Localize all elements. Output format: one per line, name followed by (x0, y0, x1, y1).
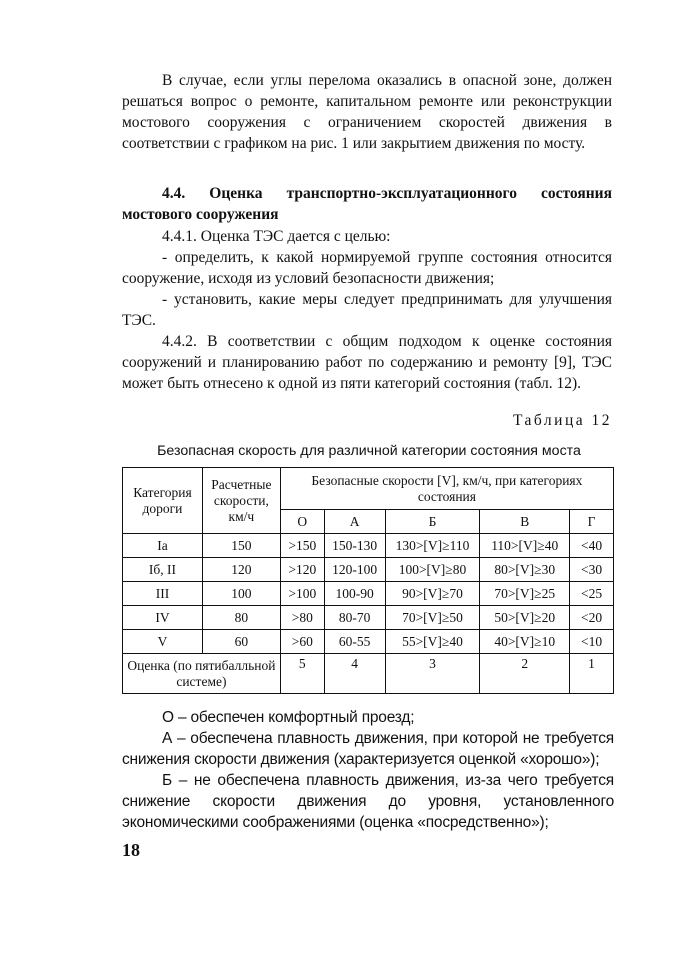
note-category-a: А – обеспечена плавность движения, при которой не требуется снижения скорости движения (характеризуется оценкой «хорошо»); (122, 730, 614, 768)
score-cell: 2 (480, 654, 570, 694)
table-row (123, 606, 614, 630)
state-category-g: Г (570, 510, 614, 534)
state-category-a: А (324, 510, 385, 534)
header-road-category: Категория дороги (123, 468, 203, 534)
score-cell: 5 (280, 654, 324, 694)
table-score-row (123, 654, 614, 694)
page-number: 18 (122, 840, 140, 860)
paragraph-4-4-1: 4.4.1. Оценка ТЭС дается с целью: (162, 228, 391, 245)
purpose-block (122, 226, 612, 394)
speed-cell: 60-55 (324, 630, 385, 654)
design-speed-cell: 100 (202, 582, 280, 606)
speed-cell: >80 (280, 606, 324, 630)
speed-cell: <10 (570, 630, 614, 654)
speed-cell: <30 (570, 558, 614, 582)
design-speed-cell: 60 (202, 630, 280, 654)
design-speed-cell: 150 (202, 534, 280, 558)
speed-cell: 110>[V]≥40 (480, 534, 570, 558)
speed-cell: >150 (280, 534, 324, 558)
table-row (123, 534, 614, 558)
header-design-speed: Расчетные скорости, км/ч (202, 468, 280, 534)
score-cell: 4 (324, 654, 385, 694)
road-category-cell: III (123, 582, 203, 606)
note-category-o: О – обеспечен комфортный проезд; (162, 709, 415, 726)
speed-cell: 120-100 (324, 558, 385, 582)
speed-cell: 80>[V]≥30 (480, 558, 570, 582)
table-title: Безопасная скорость для различной категории состояния моста (157, 443, 581, 459)
table-row (123, 582, 614, 606)
section-heading-block (122, 183, 612, 225)
safe-speed-table (122, 467, 614, 694)
section-heading: 4.4. Оценка транспортно-эксплуатационного состояния мостового сооружения (122, 185, 612, 223)
road-category-cell: Iа (123, 534, 203, 558)
speed-cell: 150-130 (324, 534, 385, 558)
state-category-v: В (480, 510, 570, 534)
speed-cell: <25 (570, 582, 614, 606)
score-cell: 1 (570, 654, 614, 694)
road-category-cell: IV (123, 606, 203, 630)
intro-paragraph-block (122, 70, 612, 154)
table-row (123, 630, 614, 654)
speed-cell: 130>[V]≥110 (385, 534, 480, 558)
speed-cell: 100>[V]≥80 (385, 558, 480, 582)
note-category-b: Б – не обеспечена плавность движения, из-за чего требуется снижение скорости движения до уровня, установленного экономическими соображениями (оценка «посредственно»); (122, 772, 614, 831)
speed-cell: 50>[V]≥20 (480, 606, 570, 630)
speed-cell: <20 (570, 606, 614, 630)
paragraph-4-4-2: 4.4.2. В соответствии с общим подходом к оценке состояния сооружений и планированию работ по содержанию и ремонту [9], ТЭС может быть отнесено к одной из пяти категорий состояния (табл. 12). (122, 333, 612, 392)
header-safe-speeds: Безопасные скорости [V], км/ч, при категориях состояния (280, 468, 613, 510)
speed-cell: 100-90 (324, 582, 385, 606)
state-category-b: Б (385, 510, 480, 534)
bullet-determine-group: - определить, к какой нормируемой группе состояния относится сооружение, исходя из условий безопасности движения; (122, 249, 612, 287)
table-label: Таблица 12 (512, 412, 612, 429)
state-category-o: О (280, 510, 324, 534)
table-row (123, 558, 614, 582)
speed-cell: 40>[V]≥10 (480, 630, 570, 654)
speed-cell: 70>[V]≥50 (385, 606, 480, 630)
speed-cell: 55>[V]≥40 (385, 630, 480, 654)
speed-cell: >60 (280, 630, 324, 654)
table-header-row (123, 468, 614, 510)
bullet-establish-measures: - установить, какие меры следует предпринимать для улучшения ТЭС. (122, 291, 612, 329)
design-speed-cell: 120 (202, 558, 280, 582)
intro-paragraph: В случае, если углы перелома оказались в опасной зоне, должен решаться вопрос о ремонте, капитальном ремонте или реконструкции мостового сооружения с ограничением скоростей движения в соответствии с графиком на рис. 1 или закрытием движения по мосту. (122, 72, 612, 152)
speed-cell: 70>[V]≥25 (480, 582, 570, 606)
score-label: Оценка (по пятибалльной системе) (123, 654, 281, 694)
speed-cell: >120 (280, 558, 324, 582)
road-category-cell: V (123, 630, 203, 654)
design-speed-cell: 80 (202, 606, 280, 630)
score-cell: 3 (385, 654, 480, 694)
speed-cell: 90>[V]≥70 (385, 582, 480, 606)
speed-cell: 80-70 (324, 606, 385, 630)
speed-cell: >100 (280, 582, 324, 606)
road-category-cell: Iб, II (123, 558, 203, 582)
category-notes (122, 707, 614, 833)
speed-cell: <40 (570, 534, 614, 558)
